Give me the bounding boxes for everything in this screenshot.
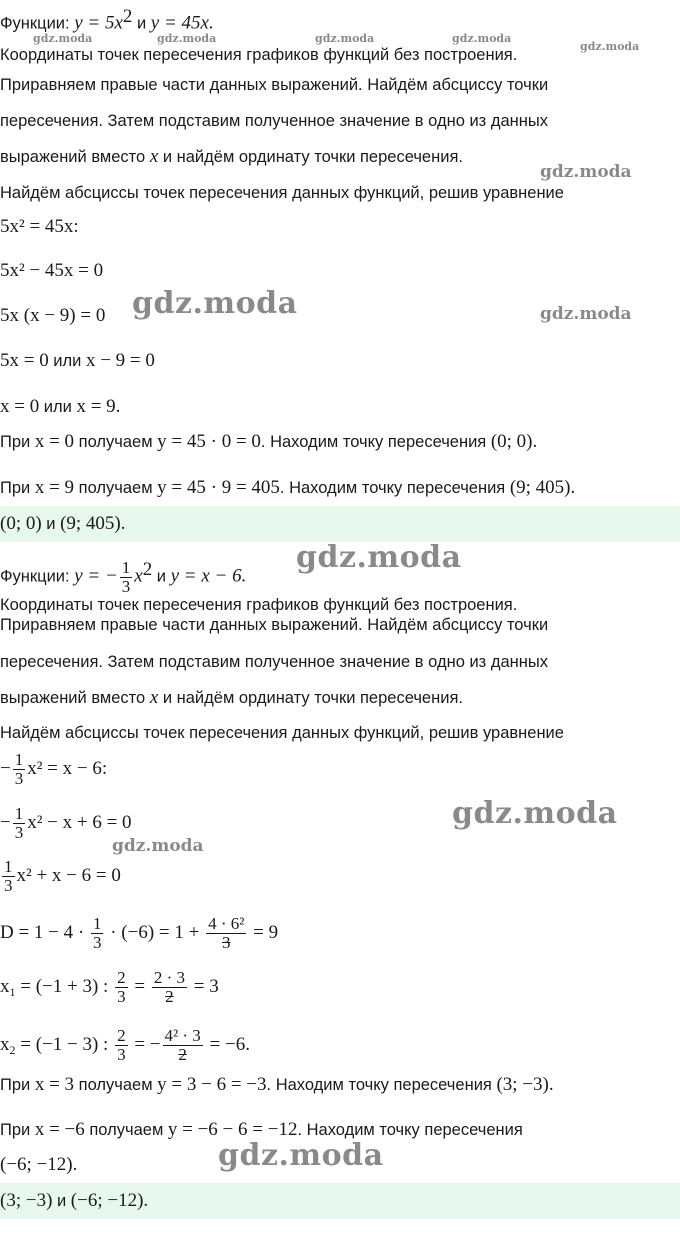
watermark: gdz.moda	[296, 540, 462, 575]
watermark: gdz.moda	[580, 40, 640, 53]
p1-equation-4: 5x = 0 или x − 9 = 0	[0, 350, 155, 371]
p2-root-x2: $x_2 = (-1 - 3)$ : $\frac{2}{3}$ = − $\frac{\text{4² · 3}}{2}$ = −6.	[0, 1026, 250, 1065]
p1-equation-2: 5x² − 45x = 0	[0, 260, 104, 281]
p2-equation-3: $\frac{1}{3}$ x² + x − 6 = 0	[4, 857, 121, 896]
p2-text-line-5: выражений вместо x и найдём ординату точки пересечения.	[0, 687, 463, 708]
watermark: gdz.moda	[315, 32, 375, 45]
watermark: gdz.moda	[112, 836, 204, 856]
p2-discriminant: D = 1 − 4 · $\frac{1}{3}$ · (−6) = 1 + $\frac{\text{4 · 6²}}{3}$ = 9	[0, 914, 279, 953]
watermark: gdz.moda	[218, 1138, 384, 1173]
p2-point-line-1: При x = 3 получаем y = 3 − 6 = −3. Находим точку пересечения (3; −3).	[0, 1074, 554, 1095]
watermark: gdz.moda	[452, 796, 618, 831]
p2-answer: (3; −3) и (−6; −12).	[0, 1190, 149, 1211]
watermark: gdz.moda	[132, 286, 298, 321]
p1-equation-3: 5x (x − 9) = 0	[0, 305, 106, 326]
p1-text-line-6: Найдём абсциссы точек пересечения данных функций, решив уравнение	[0, 184, 564, 202]
watermark: gdz.moda	[540, 304, 632, 324]
p1-equation-1: 5x² = 45x:	[0, 216, 79, 237]
p2-text-line-3: Приравняем правые части данных выражений. Найдём абсциссу точки	[0, 616, 549, 634]
p2-point-line-2: При x = −6 получаем y = −6 − 6 = −12. Находим точку пересечения	[0, 1119, 523, 1140]
p1-point-line-2: При x = 9 получаем y = 45 · 9 = 405. Находим точку пересечения (9; 405).	[0, 477, 576, 498]
p1-answer: (0; 0) и (9; 405).	[0, 513, 126, 534]
p2-equation-2: − $\frac{1}{3}$ x² − x + 6 = 0	[0, 804, 132, 843]
p2-functions-line: Функции: y = − $\frac{1}{3}$ $x^2$ и y = x − 6.	[0, 557, 247, 596]
p1-task-line: Координаты точек пересечения графиков функций без построения.	[0, 46, 518, 64]
p1-text-line-5: выражений вместо x и найдём ординату точки пересечения.	[0, 146, 463, 167]
p1-point-line-1: При x = 0 получаем y = 45 · 0 = 0. Находим точку пересечения (0; 0).	[0, 431, 538, 452]
p2-text-line-4: пересечения. Затем подставим полученное значение в одно из данных	[0, 653, 548, 671]
p2-text-line-6: Найдём абсциссы точек пересечения данных функций, решив уравнение	[0, 724, 564, 742]
watermark: gdz.moda	[33, 32, 93, 45]
p2-equation-1: − $\frac{1}{3}$ x² = x − 6:	[0, 750, 108, 789]
p2-point-line-3: (−6; −12).	[0, 1154, 78, 1175]
watermark: gdz.moda	[452, 32, 512, 45]
p1-equation-5: x = 0 или x = 9.	[0, 396, 121, 417]
p2-root-x1: $x_1 = (-1 + 3)$ : $\frac{2}{3}$ = $\frac{2 \cdot 3}{2}$ = 3	[0, 968, 219, 1007]
p1-text-line-3: Приравняем правые части данных выражений. Найдём абсциссу точки	[0, 76, 549, 94]
p2-task-line: Координаты точек пересечения графиков функций без построения.	[0, 596, 518, 614]
p1-functions-line: Функции: $y = 5x^2$ и y = 45x.	[0, 6, 214, 34]
p1-text-line-4: пересечения. Затем подставим полученное значение в одно из данных	[0, 112, 548, 130]
watermark: gdz.moda	[157, 32, 217, 45]
watermark: gdz.moda	[540, 162, 632, 182]
